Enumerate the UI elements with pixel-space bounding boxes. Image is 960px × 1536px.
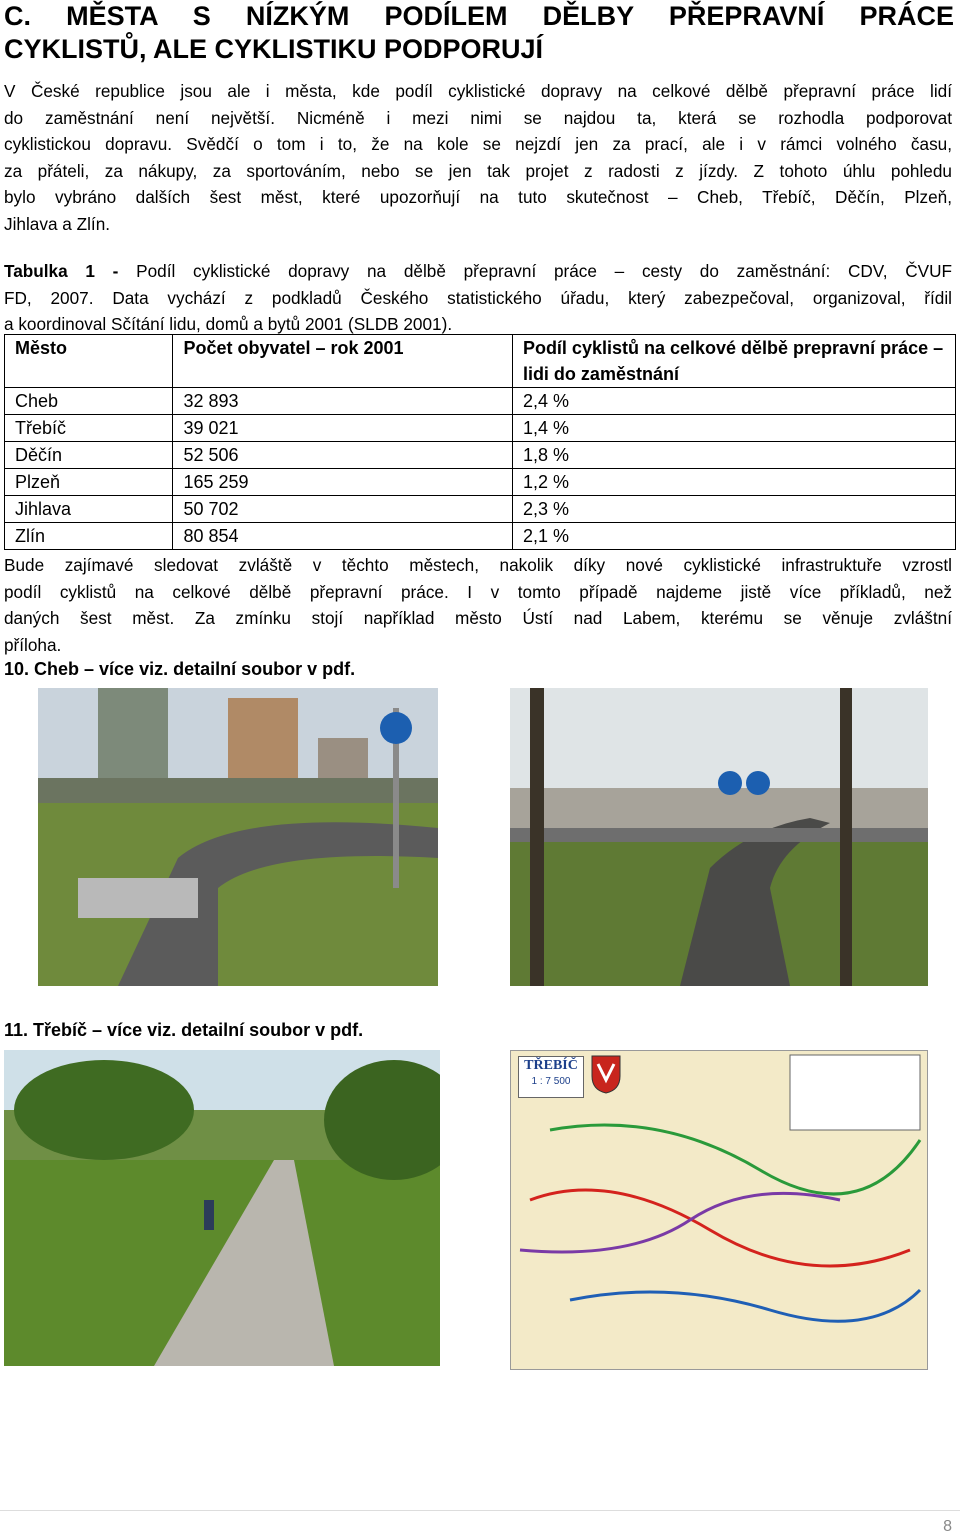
- cell-city: Cheb: [5, 388, 173, 415]
- coat-of-arms-icon: [590, 1054, 622, 1094]
- table-row: [5, 388, 956, 415]
- cell-city: Zlín: [5, 523, 173, 550]
- cell-population: 165 259: [173, 469, 513, 496]
- intro-line: cyklistickou dopravu. Svědčí o tom i to, že na kole se nejzdí jen za prací, ale i v rámci volného času,: [4, 134, 952, 154]
- cell-population: 80 854: [173, 523, 513, 550]
- table-header-row: [5, 335, 956, 388]
- intro-line: V České republice jsou ale i města, kde podíl cyklistické dopravy na celkové dělbě přepravní práce lidí: [4, 81, 952, 101]
- header-city: Město: [5, 335, 173, 388]
- cell-share: 1,8 %: [512, 442, 955, 469]
- table-row: [5, 415, 956, 442]
- cell-share: 2,1 %: [512, 523, 955, 550]
- intro-line: bylo vybráno dalších šest měst, které upozorňují na tuto skutečnost – Cheb, Třebíč, Děčín, Plzeň,: [4, 187, 952, 207]
- cell-population: 39 021: [173, 415, 513, 442]
- header-population: Počet obyvatel – rok 2001: [173, 335, 513, 388]
- caption-line: [4, 258, 952, 285]
- outro-line: Bude zajímavé sledovat zvláště v těchto městech, nakolik díky nové cyklistické infrastruktuře vzrostl: [4, 555, 952, 575]
- outro-line: podíl cyklistů na celkové dělbě přepravní práce. I v tomto případě najdeme jistě více příkladů, než: [4, 581, 952, 602]
- heading-line-1: C. MĚSTA S NÍZKÝM PODÍLEM DĚLBY PŘEPRAVNÍ PRÁCE: [4, 1, 954, 31]
- outro-line: příloha.: [4, 634, 62, 655]
- caption-label: Tabulka 1 -: [4, 261, 119, 281]
- cell-population: 52 506: [173, 442, 513, 469]
- photo-cheb-cyclepath-1: [38, 688, 438, 986]
- cell-population: 32 893: [173, 388, 513, 415]
- photo-trebic-road: [4, 1050, 440, 1366]
- photo-cheb-cyclepath-2: [510, 688, 928, 986]
- cell-share: 2,3 %: [512, 496, 955, 523]
- table-row: [5, 496, 956, 523]
- subheading-trebic: 11. Třebíč – více viz. detailní soubor v pdf.: [4, 1020, 364, 1040]
- heading-line-2: CYKLISTŮ, ALE CYKLISTIKU PODPORUJÍ: [4, 34, 544, 64]
- table-row: [5, 523, 956, 550]
- outro-line: daných šest měst. Za zmínku stojí například město Ústí nad Labem, kterému se věnuje zvláštní: [4, 608, 952, 628]
- map-trebic: [510, 1050, 928, 1370]
- caption-text: Podíl cyklistické dopravy na dělbě přepravní práce – cesty do zaměstnání: CDV, ČVUF: [136, 261, 952, 281]
- caption-line: a koordinoval Sčítání lidu, domů a bytů 2001 (SLDB 2001).: [4, 314, 453, 334]
- table-row: [5, 442, 956, 469]
- cell-share: 1,4 %: [512, 415, 955, 442]
- header-share: Podíl cyklistů na celkové dělbě prepravní práce – lidi do zaměstnání: [512, 335, 955, 388]
- footer-rule: [0, 1510, 960, 1511]
- page-number: 8: [943, 1518, 952, 1535]
- table-caption: [4, 258, 952, 338]
- map-title: TŘEBÍČ: [524, 1058, 578, 1073]
- cell-share: 2,4 %: [512, 388, 955, 415]
- cell-city: Jihlava: [5, 496, 173, 523]
- outro-paragraph: [4, 552, 952, 658]
- cell-city: Děčín: [5, 442, 173, 469]
- intro-paragraph: [4, 78, 952, 237]
- table-row: [5, 469, 956, 496]
- cell-city: Třebíč: [5, 415, 173, 442]
- intro-line: za přáteli, za nákupy, za sportováním, nebo se jen tak projet z radosti z jízdy. Z tohoto úhlu pohledu: [4, 160, 952, 181]
- intro-line: do zaměstnání není největší. Nicméně i mezi nimi se najdou ta, která se rozhodla podporovat: [4, 107, 952, 128]
- map-scale: 1 : 7 500: [531, 1076, 571, 1087]
- intro-line: Jihlava a Zlín.: [4, 213, 111, 234]
- cell-population: 50 702: [173, 496, 513, 523]
- caption-line: FD, 2007. Data vychází z podkladů Českého statistického úřadu, který zabezpečoval, organizoval, řídil: [4, 287, 952, 308]
- map-legend-box: [518, 1056, 584, 1098]
- cell-city: Plzeň: [5, 469, 173, 496]
- section-heading: [4, 0, 954, 66]
- cities-table: [4, 334, 956, 550]
- cell-share: 1,2 %: [512, 469, 955, 496]
- subheading-cheb: 10. Cheb – více viz. detailní soubor v pdf.: [4, 659, 356, 679]
